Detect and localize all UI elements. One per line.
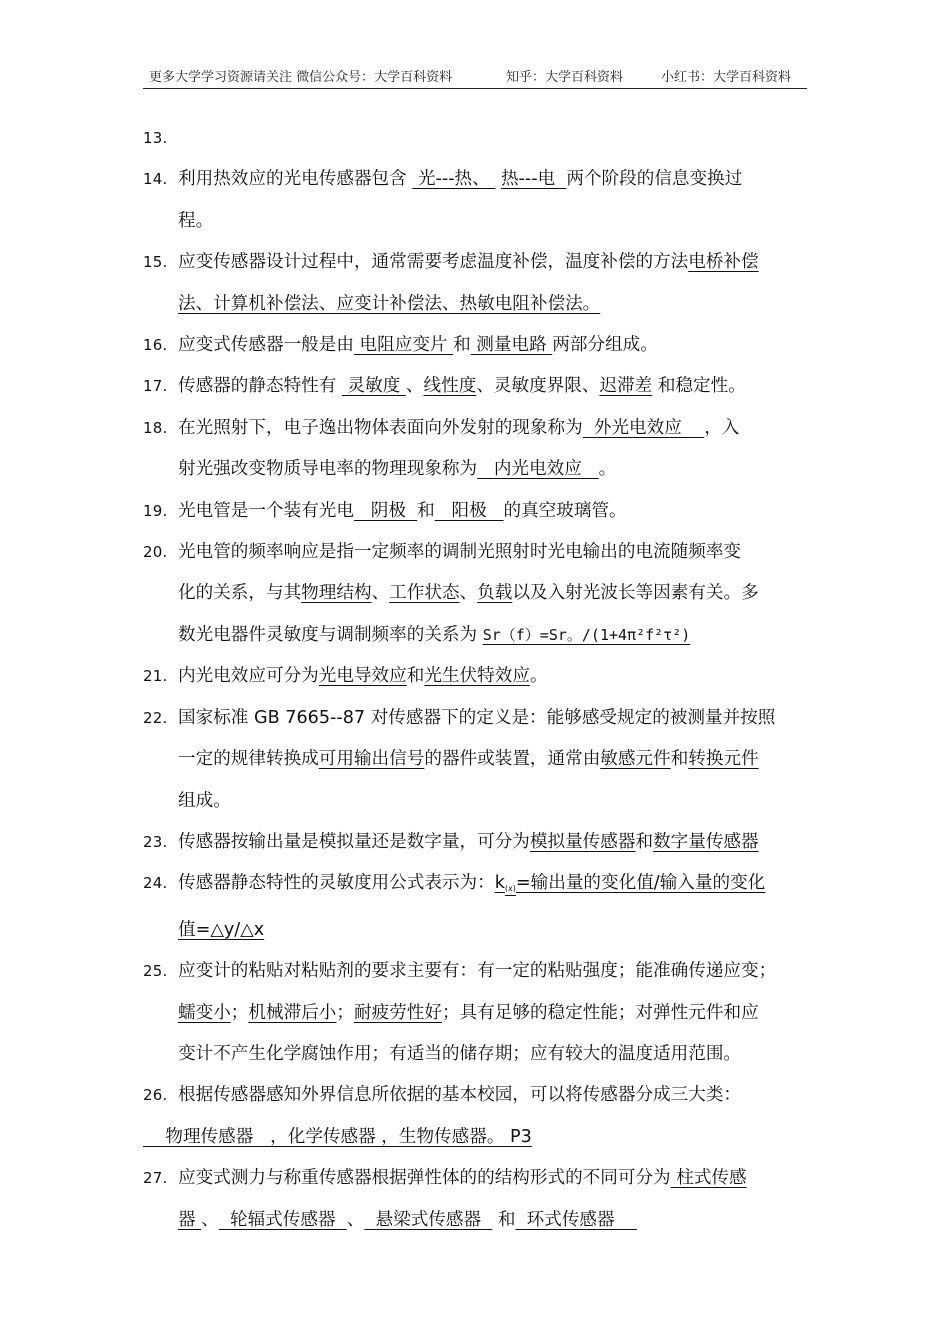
- text-run: 利用热效应的光电传感器包含: [178, 169, 413, 190]
- answer-blank: 数字量传感器: [653, 831, 759, 852]
- item-line: [178, 863, 809, 909]
- text-run: 传感器静态特性的灵敏度用公式表示为：: [178, 873, 495, 894]
- answer-blank: 轮辐式传感器: [218, 1209, 347, 1230]
- text-run: 程。: [178, 210, 214, 231]
- list-item: [143, 366, 809, 407]
- list-item: [143, 1075, 809, 1158]
- text-run: 一定的规律转换成: [178, 749, 319, 770]
- text-run: ；: [230, 1002, 249, 1023]
- item-number: 23.: [143, 832, 168, 851]
- answer-blank: 灵敏度: [341, 376, 406, 397]
- answer-blank: 工作状态: [389, 583, 460, 604]
- item-line: [178, 781, 809, 822]
- answer-blank: 法、计算机补偿法、应变计补偿法、热敏电阻补偿法。: [178, 293, 601, 314]
- text-run: 两个阶段的信息变换过: [566, 169, 743, 190]
- item-line: [143, 1117, 809, 1158]
- answer-blank: 电阻应变片: [353, 335, 454, 356]
- item-number: 21.: [143, 667, 168, 686]
- answer-blank: 敏感元件: [600, 749, 671, 770]
- text-run: 国家标准 GB 7665--87 对传感器下的定义是：能够感受规定的被测量并按照: [178, 707, 776, 728]
- list-item: [143, 1158, 809, 1241]
- answer-blank: 阴极: [353, 500, 418, 521]
- list-item: [143, 242, 809, 325]
- text-run: 应变传感器设计过程中，通常需要考虑温度补偿，温度补偿的方法: [178, 252, 689, 273]
- answer-blank: 阳极: [434, 500, 504, 521]
- answer-blank: 可用输出信号: [318, 749, 425, 770]
- text-run: 组成。: [178, 790, 231, 811]
- item-line: [178, 491, 809, 532]
- answer-blank: 模拟量传感器: [529, 831, 636, 852]
- item-line: [178, 159, 809, 200]
- text-run: 根据传感器感知外界信息所依据的基本校园，可以将传感器分成三大类：: [178, 1085, 742, 1106]
- item-line: [178, 284, 809, 325]
- text-run: 、: [459, 583, 478, 604]
- answer-blank: 物理传感器: [143, 1126, 271, 1147]
- text-run: 的器件或装置，通常由: [424, 749, 601, 770]
- answer-blank: 光生伏特效应: [424, 666, 530, 687]
- list-item: [143, 532, 809, 656]
- text-run: ；具有足够的稳定性能；对弹性元件和应: [441, 1002, 759, 1023]
- item-line: [178, 951, 809, 992]
- answer-blank: 内光电效应: [477, 459, 599, 480]
- text-run: 传感器的静态特性有: [178, 376, 342, 397]
- text-run: 、: [405, 376, 424, 397]
- text-run: 。: [529, 666, 548, 687]
- text-run: 、: [201, 1209, 219, 1230]
- text-run: 射光强改变物质导电率的物理现象称为: [178, 459, 478, 480]
- text-run: 两部分组成。: [552, 335, 658, 356]
- answer-blank: 蠕变小: [178, 1002, 231, 1023]
- item-line: [178, 242, 809, 283]
- text-run: 内光电效应可分为: [178, 666, 319, 687]
- text-run: 光电管的频率响应是指一定频率的调制光照射时光电输出的电流随频率变: [178, 542, 742, 563]
- answer-blank: 物理结构: [301, 583, 372, 604]
- text-run: 应变式传感器一般是由: [178, 335, 354, 356]
- item-number: 20.: [143, 543, 168, 562]
- list-item: [143, 656, 809, 697]
- answer-blank: 器: [178, 1209, 202, 1230]
- item-number: 26.: [143, 1086, 168, 1105]
- answer-blank: 外光电效应: [582, 417, 705, 438]
- answer-blank: 转换元件: [688, 749, 759, 770]
- answer-blank: 机械滞后小: [248, 1002, 337, 1023]
- item-line: [178, 993, 809, 1034]
- text-run: 和: [406, 666, 425, 687]
- list-item: [143, 408, 809, 491]
- item-line: [178, 408, 809, 449]
- item-number: 27.: [143, 1169, 168, 1188]
- item-number: 13.: [143, 129, 168, 147]
- text-run: 、: [346, 1209, 365, 1230]
- text-run: 和稳定性。: [652, 376, 746, 397]
- item-number: 25.: [143, 962, 168, 981]
- item-line: [178, 615, 809, 656]
- answer-blank: 电桥补偿: [688, 252, 759, 273]
- text-run: 光电管是一个装有光电: [178, 500, 354, 521]
- answer-blank: 值=△y/△x: [178, 919, 265, 940]
- item-line: [178, 822, 809, 863]
- header-divider: [143, 88, 807, 89]
- item-line: [178, 739, 809, 780]
- answer-blank: 迟滞差: [599, 376, 653, 397]
- list-item: [143, 951, 809, 1075]
- answer-blank: 柱式传感: [670, 1168, 747, 1189]
- answer-blank: 光---热、: [412, 169, 496, 190]
- header-right-text: 小红书：大学百科资料: [661, 70, 792, 85]
- answer-blank: 悬梁式传感器: [364, 1209, 493, 1230]
- list-item: [143, 491, 809, 532]
- list-item: [143, 159, 809, 242]
- answer-blank: 环式传感器: [515, 1209, 637, 1230]
- answer-blank: Sr（f）=Sr。/(1+4π²f²τ²): [482, 625, 691, 644]
- list-item: [143, 325, 809, 366]
- text-run: ；: [336, 1002, 354, 1023]
- text-run: 和: [635, 831, 654, 852]
- text-run: 。: [598, 459, 617, 480]
- answer-blank: 光电导效应: [318, 666, 407, 687]
- answer-blank: (x): [504, 884, 516, 894]
- item-number: 17.: [143, 377, 168, 396]
- answer-blank: 热---电: [500, 169, 567, 190]
- item-number: 14.: [143, 170, 168, 189]
- text-run: 化的关系，与其: [178, 583, 302, 604]
- item-number: 22.: [143, 708, 168, 727]
- header-middle-text: 知乎：大学百科资料: [506, 70, 624, 85]
- text-run: 的真空玻璃管。: [503, 500, 627, 521]
- text-run: 传感器按输出量是模拟量还是数字量，可分为: [178, 831, 530, 852]
- header-left-text: 更多大学学习资源请关注 微信公众号：大学百科资料: [149, 70, 453, 85]
- text-run: 变计不产生化学腐蚀作用；有适当的储存期；应有较大的温度适用范围。: [178, 1043, 742, 1064]
- item-line: [178, 118, 809, 159]
- item-number: 15.: [143, 253, 168, 272]
- text-run: 和: [417, 500, 435, 521]
- item-line: [178, 1158, 809, 1199]
- text-run: ，入: [704, 417, 740, 438]
- text-run: 、灵敏度界限、: [476, 376, 600, 397]
- item-line: [178, 573, 809, 614]
- text-run: 数光电器件灵敏度与调制频率的关系为: [178, 624, 483, 645]
- answer-blank: ，化学传感器 ，生物传感器。 P3: [270, 1126, 532, 1147]
- text-run: 在光照射下，电子逸出物体表面向外发射的现象称为: [178, 417, 583, 438]
- item-line: [178, 532, 809, 573]
- item-number: 18.: [143, 418, 168, 437]
- item-line: [178, 1075, 809, 1116]
- answer-blank: =输出量的变化值/输入量的变化: [515, 873, 766, 894]
- item-line: [178, 656, 809, 697]
- item-line: [178, 201, 809, 242]
- list-item: [143, 822, 809, 863]
- answer-blank: k: [494, 873, 505, 894]
- answer-blank: 耐疲劳性好: [354, 1002, 442, 1023]
- text-run: 和: [453, 335, 471, 356]
- text-run: 以及入射光波长等因素有关。多: [512, 583, 759, 604]
- item-number: 24.: [143, 874, 168, 893]
- item-line: [178, 1034, 809, 1075]
- list-item: [143, 698, 809, 822]
- text-run: 应变计的粘贴对粘贴剂的要求主要有：有一定的粘贴强度；能准确传递应变；: [178, 961, 777, 982]
- item-line: [178, 366, 809, 407]
- item-line: [178, 325, 809, 366]
- text-run: 、: [371, 583, 390, 604]
- list-item: [143, 863, 809, 951]
- answer-blank: 测量电路: [470, 335, 553, 356]
- item-line: [178, 1200, 809, 1241]
- answer-blank: 线性度: [423, 376, 477, 397]
- text-run: 应变式测力与称重传感器根据弹性体的的结构形式的不同可分为: [178, 1168, 671, 1189]
- text-run: 和: [670, 749, 689, 770]
- item-line: [178, 449, 809, 490]
- item-number: 16.: [143, 336, 168, 355]
- text-run: 和: [492, 1209, 516, 1230]
- item-line: [178, 698, 809, 739]
- list-item: [143, 118, 809, 159]
- item-line: [178, 910, 809, 951]
- document-body: [143, 118, 809, 1241]
- answer-blank: 负载: [477, 583, 513, 604]
- item-number: 19.: [143, 501, 168, 520]
